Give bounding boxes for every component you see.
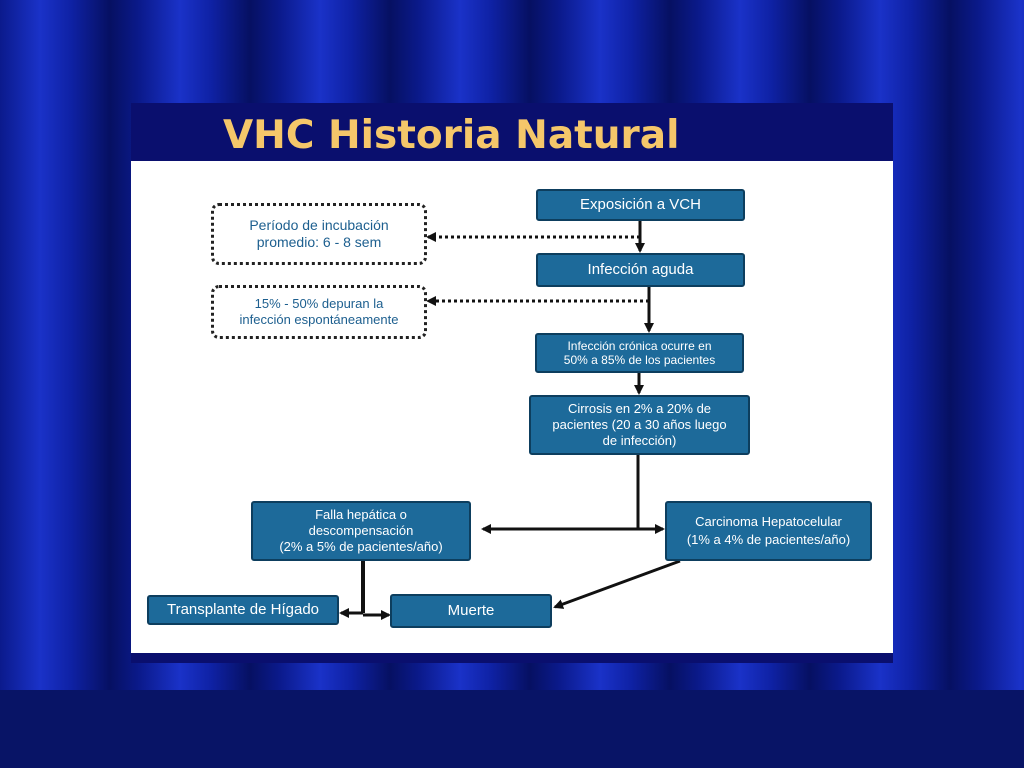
node-exposicion-label: Exposición a VCH bbox=[580, 196, 701, 213]
node-cirrosis-line2: pacientes (20 a 30 años luego bbox=[552, 417, 727, 432]
node-falla-line1: Falla hepática o bbox=[315, 507, 407, 522]
node-falla-line3: (2% a 5% de pacientes/año) bbox=[279, 539, 443, 554]
node-cirrosis-line1: Cirrosis en 2% a 20% de bbox=[567, 401, 712, 416]
node-falla-hepatica bbox=[251, 501, 471, 561]
slide bbox=[131, 103, 893, 663]
node-cirrosis-line3: de infección) bbox=[602, 433, 677, 448]
curtain-bottom bbox=[0, 690, 1024, 768]
note-incubacion bbox=[211, 203, 427, 265]
note-depuran-line2: infección espontáneamente bbox=[239, 312, 399, 327]
node-muerte bbox=[390, 594, 552, 628]
slide-title: VHC Historia Natural bbox=[223, 113, 680, 158]
connector-arrows bbox=[131, 103, 893, 663]
node-carcinoma-line2: (1% a 4% de pacientes/año) bbox=[686, 532, 851, 547]
node-cronica-line2: 50% a 85% de los pacientes bbox=[563, 353, 716, 367]
note-incubacion-line1: Período de incubación bbox=[249, 217, 389, 233]
node-carcinoma bbox=[665, 501, 872, 561]
node-muerte-label: Muerte bbox=[447, 602, 495, 619]
slide-footer bbox=[131, 653, 893, 663]
node-exposicion bbox=[536, 189, 745, 221]
node-infeccion-aguda-label: Infección aguda bbox=[587, 261, 694, 278]
node-cirrosis bbox=[529, 395, 750, 455]
node-falla-line2: descompensación bbox=[308, 523, 414, 538]
node-transplante bbox=[147, 595, 339, 625]
node-infeccion-cronica bbox=[535, 333, 744, 373]
note-depuran-line1: 15% - 50% depuran la bbox=[254, 296, 384, 311]
node-cronica-line1: Infección crónica ocurre en bbox=[567, 339, 712, 353]
node-carcinoma-line1: Carcinoma Hepatocelular bbox=[695, 514, 842, 529]
note-depuran bbox=[211, 285, 427, 339]
node-transplante-label: Transplante de Hígado bbox=[166, 601, 320, 618]
arrow-carcinoma-muerte bbox=[555, 561, 680, 607]
node-infeccion-aguda bbox=[536, 253, 745, 287]
note-incubacion-line2: promedio: 6 - 8 sem bbox=[256, 234, 382, 250]
